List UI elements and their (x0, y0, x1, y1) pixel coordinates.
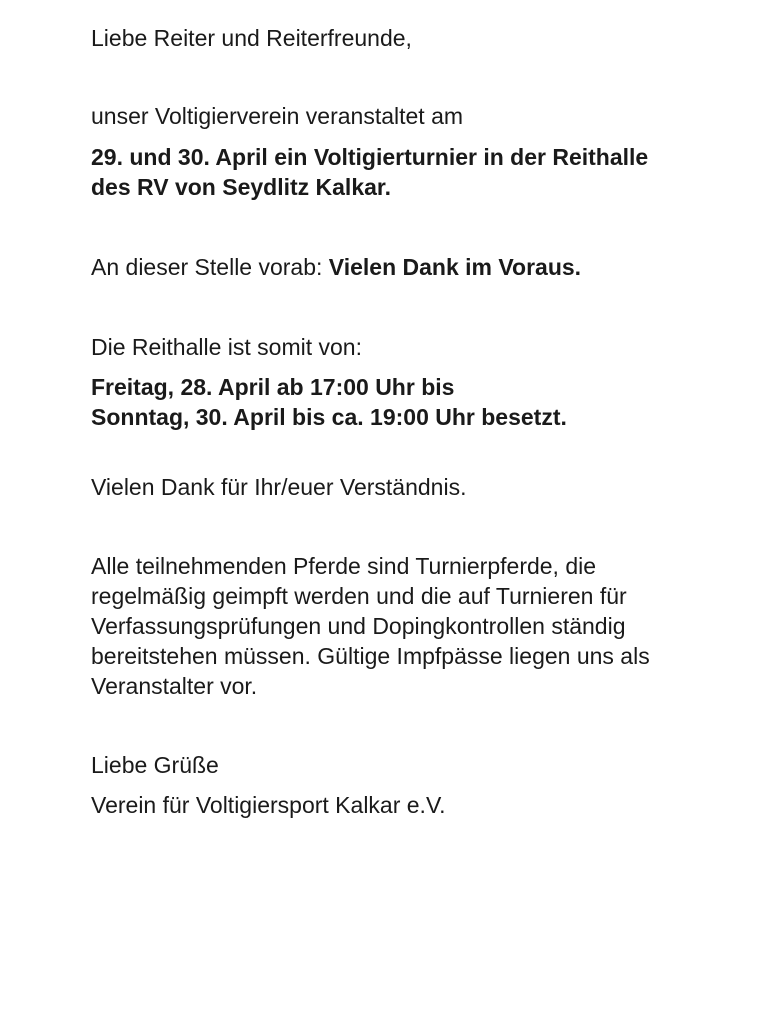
horses-paragraph (91, 551, 761, 701)
schedule-line-1: Freitag, 28. April ab 17:00 Uhr bis (91, 374, 455, 400)
event-line-1: 29. und 30. April ein Voltigierturnier in der Reithalle (91, 144, 649, 170)
signature: Verein für Voltigiersport Kalkar e.V. (91, 792, 446, 818)
schedule-line-2: Sonntag, 30. April bis ca. 19:00 Uhr besetzt. (91, 404, 567, 430)
horses-line: bereitstehen müssen. Gültige Impfpässe liegen uns als (91, 643, 650, 669)
thanks-line (91, 252, 581, 282)
intro-text: unser Voltigierverein veranstaltet am (91, 103, 464, 129)
event-line-2: des RV von Seydlitz Kalkar. (91, 174, 391, 200)
horses-line: regelmäßig geimpft werden und die auf Turnieren für (91, 583, 627, 609)
hall-intro: Die Reithalle ist somit von: (91, 334, 362, 360)
salutation: Liebe Reiter und Reiterfreunde, (91, 25, 412, 51)
horses-line: Verfassungsprüfungen und Dopingkontrollen ständig (91, 613, 626, 639)
understanding-line: Vielen Dank für Ihr/euer Verständnis. (91, 474, 467, 500)
horses-line: Veranstalter vor. (91, 673, 258, 699)
closing: Liebe Grüße (91, 752, 219, 778)
thanks-bold: Vielen Dank im Voraus. (328, 254, 582, 280)
thanks-prefix: An dieser Stelle vorab: (91, 254, 329, 280)
horses-line: Alle teilnehmenden Pferde sind Turnierpferde, die (91, 553, 597, 579)
